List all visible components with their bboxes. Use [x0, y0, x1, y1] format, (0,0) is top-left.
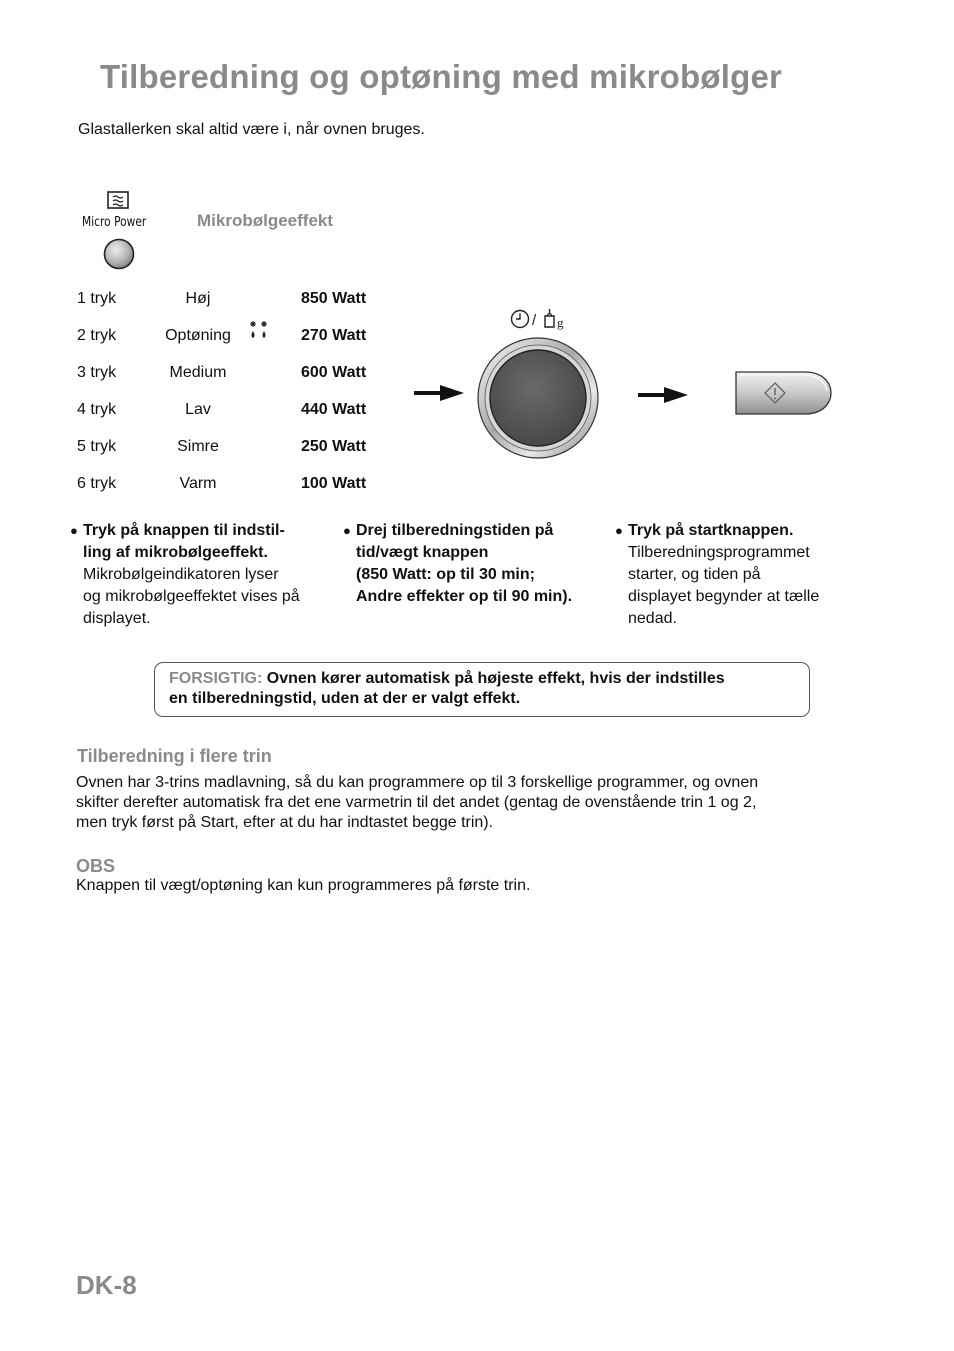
caution-text-line-2: en tilberedningstid, uden at der er valgt effekt.	[169, 690, 521, 707]
press-count: 2 tryk	[77, 327, 117, 344]
step-3-line: displayet begynder at tælle	[628, 588, 820, 605]
timer-weight-dial[interactable]	[476, 336, 600, 460]
weight-icon	[545, 309, 554, 327]
paragraph-line: skifter derefter automatisk fra det ene varmetrin til det andet (gentag de ovenstående trin 1 og 2,	[76, 794, 757, 811]
press-count: 6 tryk	[77, 475, 117, 492]
power-level-name: Simre	[177, 438, 219, 455]
power-level-name: Optøning	[165, 327, 231, 344]
caution-label: FORSIGTIG:	[169, 670, 263, 687]
press-count: 1 tryk	[77, 290, 117, 307]
step-3-line: Tilberedningsprogrammet	[628, 544, 810, 561]
step-1-line: og mikrobølgeeffektet vises på	[83, 588, 300, 605]
step-1-description	[70, 520, 300, 630]
paragraph-line: men tryk først på Start, efter at du har indtastet begge trin).	[76, 814, 494, 831]
step-3-description	[615, 520, 820, 630]
page-number: DK-8	[76, 1270, 137, 1300]
step-1-bold-line: Tryk på knappen til indstil-	[83, 522, 285, 539]
power-level-row	[0, 475, 954, 497]
caution-text-line-1: Ovnen kører automatisk på højeste effekt, hvis der indstilles	[262, 670, 725, 687]
wattage: 250 Watt	[301, 438, 367, 455]
power-level-name: Høj	[185, 290, 211, 307]
power-level-name: Lav	[185, 401, 211, 418]
multi-stage-heading: Tilberedning i flere trin	[77, 746, 272, 766]
power-heading: Mikrobølgeeffekt	[197, 211, 334, 230]
step-2-bold-line: Andre effekter op til 90 min).	[356, 588, 573, 605]
step-1-bold-line: ling af mikrobølgeeffekt.	[83, 544, 268, 561]
page-title: Tilberedning og optøning med mikrobølger	[100, 58, 783, 95]
step-3-line: starter, og tiden på	[628, 566, 761, 583]
step-2-bold-line: (850 Watt: op til 30 min;	[356, 566, 535, 583]
arrow-right-icon	[414, 384, 464, 402]
press-count: 4 tryk	[77, 401, 117, 418]
power-level-row	[0, 290, 954, 312]
power-level-name: Medium	[169, 364, 227, 381]
bullet-icon: ●	[70, 523, 78, 538]
wattage: 270 Watt	[301, 327, 367, 344]
obs-text: Knappen til vægt/optøning kan kun programmeres på første trin.	[76, 877, 531, 894]
wattage: 850 Watt	[301, 290, 367, 307]
step-3-bold-line: Tryk på startknappen.	[628, 522, 794, 539]
micro-power-label: Micro Power	[82, 215, 147, 230]
arrow-right-icon	[638, 386, 688, 404]
bullet-icon: ●	[343, 523, 351, 538]
step-1-line: displayet.	[83, 610, 151, 627]
microwave-icon	[107, 191, 129, 209]
multi-stage-paragraph	[76, 773, 876, 833]
step-2-bold-line: Drej tilberedningstiden på	[356, 522, 554, 539]
step-3-line: nedad.	[628, 610, 677, 627]
intro-text: Glastallerken skal altid være i, når ovnen bruges.	[78, 121, 425, 138]
wattage: 440 Watt	[301, 401, 367, 418]
bullet-icon: ●	[615, 523, 623, 538]
step-2-bold-line: tid/vægt knappen	[356, 544, 489, 561]
wattage: 600 Watt	[301, 364, 367, 381]
paragraph-line: Ovnen har 3-trins madlavning, så du kan programmere op til 3 forskellige programmer, og ovnen	[76, 774, 759, 791]
micro-power-button[interactable]	[103, 238, 135, 270]
step-2-description	[343, 520, 573, 608]
start-button[interactable]	[733, 369, 833, 417]
step-1-line: Mikrobølgeindikatoren lyser	[83, 566, 279, 583]
obs-heading: OBS	[76, 856, 116, 876]
power-level-name: Varm	[179, 475, 217, 492]
weight-unit: g	[557, 315, 564, 330]
time-weight-label	[509, 307, 571, 331]
press-count: 5 tryk	[77, 438, 117, 455]
press-count: 3 tryk	[77, 364, 117, 381]
defrost-icon	[248, 319, 270, 343]
wattage: 100 Watt	[301, 475, 367, 492]
caution-box	[154, 662, 810, 717]
label-separator: /	[532, 312, 537, 329]
clock-icon	[512, 311, 529, 328]
